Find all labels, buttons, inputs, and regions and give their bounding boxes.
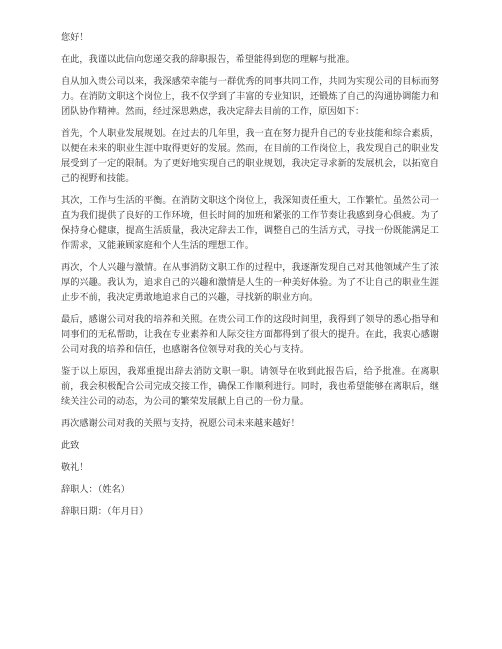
- reason-career-paragraph: 首先，个人职业发展规划。在过去的几年里，我一直在努力提升自己的专业技能和综合素质，以便在未来的职业生涯中取得更好的发展。然而，在目前的工作岗位上，我发现自己的职业发展受到了一定的限制。为了更好地实现自己的职业规划，我决定寻求新的发展机会，以拓宽自己的视野和技能。: [61, 128, 439, 184]
- reason-balance-paragraph: 其次，工作与生活的平衡。在消防文职这个岗位上，我深知责任重大，工作繁忙。虽然公司一直为我们提供了良好的工作环境，但长时间的加班和紧张的工作节奏让我感到身心俱疲。为了保持身心健康，提高生活质量，我决定辞去工作，调整自己的生活方式，寻找一份既能满足工作需求，又能兼顾家庭和个人生活的理想工作。: [61, 195, 439, 251]
- resignation-letter: [61, 30, 439, 526]
- background-paragraph: 自从加入贵公司以来，我深感荣幸能与一群优秀的同事共同工作，共同为实现公司的目标而努力。在消防文职这个岗位上，我不仅学到了丰富的专业知识，还锻炼了自己的沟通协调能力和团队协作精神。然而，经过深思熟虑，我决定辞去目前的工作，原因如下：: [61, 76, 439, 117]
- closing-line-2: 敬礼！: [61, 462, 89, 473]
- date-line: 辞职日期：（年月日）: [61, 506, 149, 517]
- gratitude-paragraph: 最后，感谢公司对我的培养和关照。在贵公司工作的这段时间里，我得到了领导的悉心指导和同事们的无私帮助，让我在专业素养和人际交往方面都得到了很大的提升。在此，我衷心感谢公司对我的培养和信任，也感谢各位领导对我的关心与支持。: [61, 314, 439, 355]
- closing-line-1: 此致: [61, 440, 80, 451]
- greeting: 您好！: [61, 32, 89, 43]
- thanks-paragraph: 再次感谢公司对我的关照与支持，祝愿公司未来越来越好！: [61, 418, 300, 429]
- request-paragraph: 鉴于以上原因，我郑重提出辞去消防文职一职。请领导在收到此报告后，给予批准。在离职前，我会积极配合公司完成交接工作，确保工作顺利进行。同时，我也希望能够在离职后，继续关注公司的动态，为公司的繁荣发展献上自己的一份力量。: [61, 366, 439, 407]
- reason-interest-paragraph: 再次，个人兴趣与激情。在从事消防文职工作的过程中，我逐渐发现自己对其他领域产生了浓厚的兴趣。我认为，追求自己的兴趣和激情是人生的一种美好体验。为了不让自己的职业生涯止步不前，我决定勇敢地追求自己的兴趣，寻找新的职业方向。: [61, 262, 439, 303]
- intro-paragraph: 在此，我谨以此信向您递交我的辞职报告，希望能得到您的理解与批准。: [61, 54, 355, 65]
- signer-line: 辞职人：（姓名）: [61, 484, 130, 495]
